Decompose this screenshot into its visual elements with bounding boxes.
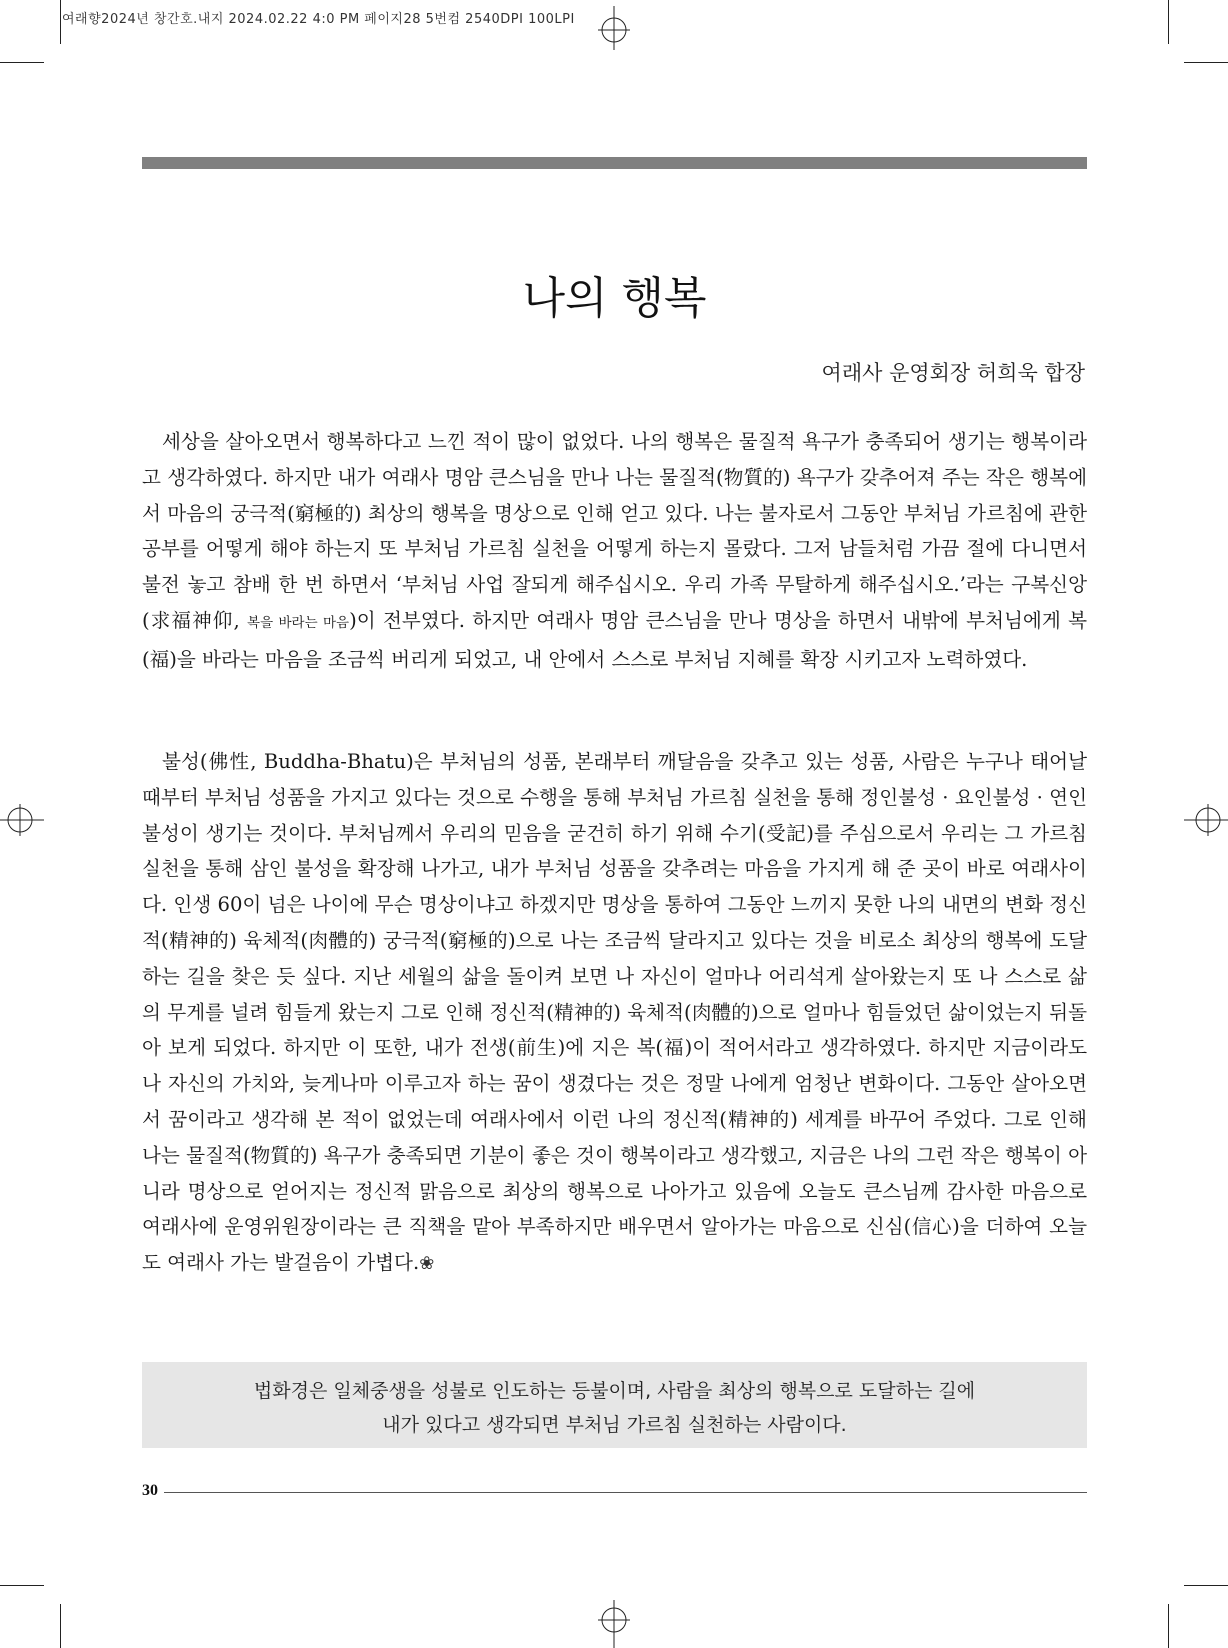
- crop-mark: [1168, 1604, 1169, 1648]
- paragraph-1-text: 세상을 살아오면서 행복하다고 느낀 적이 많이 없었다. 나의 행복은 물질적 욕구가 충족되어 생기는 행복이라고 생각하였다. 하지만 내가 여래사 명암 큰스님을 만나 나는 물질적(物質的) 욕구가 갖추어져 주는 작은 행복에서 마음의 궁극적(窮極的) 최상의 행복을 명상으로 인해 얻고 있다. 나는 불자로서 그동안 부처님 가르침에 관한 공부를 어떻게 해야 하는지 또 부처님 가르침 실천을 어떻게 하는지 몰랐다. 그저 남들처럼 가끔 절에 다니면서 불전 놓고 참배 한 번 하면서 ‘부처님 사업 잘되게 해주십시오. 우리 가족 무탈하게 해주십시오.’라는 구복신앙(求福神仰,: [142, 430, 1087, 632]
- paragraph-1-text-rest: )이 전부였다. 하지만 여래사 명암 큰스님을 만나 명상을 하면서 내밖에 부처님에게 복(福)을 바라는 마음을 조금씩 버리게 되었고, 내 안에서 스스로 부처님 지혜를 확장 시키고자 노력하였다.: [142, 608, 1088, 671]
- body-paragraph-2: [142, 744, 1087, 1282]
- registration-mark-bottom: [594, 1600, 634, 1648]
- article-title: 나의 행복: [522, 273, 707, 324]
- page-number: 30: [142, 1482, 158, 1499]
- crop-mark: [60, 1604, 61, 1648]
- print-slug: 여래향2024년 창간호.내지 2024.02.22 4:0 PM 페이지28 5번컴 2540DPI 100LPI: [62, 12, 575, 27]
- quote-line-1: 법화경은 일체중생을 성불로 인도하는 등불이며, 사람을 최상의 행복으로 도달하는 길에: [253, 1380, 976, 1402]
- body-paragraph-1: [142, 424, 1087, 678]
- registration-mark-left: [0, 800, 44, 840]
- article-author: 여래사 운영회장 허희욱 합장: [821, 361, 1085, 385]
- crop-mark: [60, 0, 61, 44]
- header-rule: [142, 157, 1087, 169]
- footer-rule: [164, 1492, 1087, 1493]
- registration-mark-right: [1184, 800, 1228, 840]
- quote-line-2: 내가 있다고 생각되면 부처님 가르침 실천하는 사람이다.: [382, 1414, 847, 1436]
- quote-box: [142, 1362, 1087, 1448]
- registration-mark-top: [594, 6, 634, 50]
- paragraph-2-text: 불성(佛性, Buddha-Bhatu)은 부처님의 성품, 본래부터 깨달음을 갖추고 있는 성품, 사람은 누구나 태어날 때부터 부처님 성품을 가지고 있다는 것으로 수행을 통해 부처님 가르침 실천을 통해 정인불성 · 요인불성 · 연인불성이 생기는 것이다. 부처님께서 우리의 믿음을 굳건히 하기 위해 수기(受記)를 주심으로서 우리는 그 가르침 실천을 통해 삼인 불성을 확장해 나가고, 내가 부처님 성품을 갖추려는 마음을 가지게 해 준 곳이 바로 여래사이다. 인생 60이 넘은 나이에 무슨 명상이냐고 하겠지만 명상을 통하여 그동안 느끼지 못한 나의 내면의 변화 정신적(精神的) 육체적(肉體的) 궁극적(窮極的)으로 나는 조금씩 달라지고 있다는 것을 비로소 최상의 행복에 도달하는 길을 찾은 듯 싶다. 지난 세월의 삶을 돌이켜 보면 나 자신이 얼마나 어리석게 살아왔는지 또 나 스스로 삶의 무게를 널려 힘들게 왔는지 그로 인해 정신적(精神的) 육체적(肉體的)으로 얼마나 힘들었던 삶이었는지 뒤돌아 보게 되었다. 하지만 이 또한, 내가 전생(前生)에 지은 복(福)이 적어서라고 생각하였다. 하지만 지금이라도 나 자신의 가치와, 늦게나마 이루고자 하는 꿈이 생겼다는 것은 정말 나에게 엄청난 변화이다. 그동안 살아오면서 꿈이라고 생각해 본 적이 없었는데 여래사에서 이런 나의 정신적(精神的) 세계를 바꾸어 주었다. 그로 인해 나는 물질적(物質的) 욕구가 충족되면 기분이 좋은 것이 행복이라고 생각했고, 지금은 나의 그런 작은 행복이 아니라 명상으로 얻어지는 정신적 맑음으로 최상의 행복으로 나아가고 있음에 오늘도 큰스님께 감사한 마음으로 여래사에 운영위원장이라는 큰 직책을 맡아 부족하지만 배우면서 알아가는 마음으로 신심(信心)을 더하여 오늘도 여래사 가는 발걸음이 가볍다.: [142, 750, 1087, 1275]
- crop-mark: [1184, 1585, 1228, 1586]
- crop-mark: [0, 62, 44, 63]
- crop-mark: [1168, 0, 1169, 44]
- crop-mark: [1184, 62, 1228, 63]
- paragraph-1-small-note: 복을 바라는 마음: [247, 614, 350, 631]
- crop-mark: [0, 1585, 44, 1586]
- flower-end-icon: ❀: [419, 1253, 435, 1275]
